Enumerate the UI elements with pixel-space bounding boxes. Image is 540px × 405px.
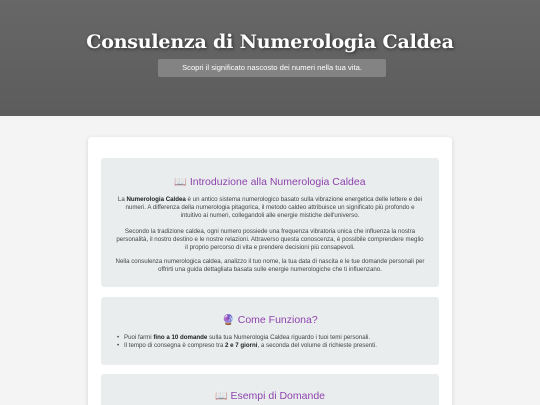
intro-title-text: Introduzione alla Numerologia Caldea	[189, 176, 366, 188]
page-header	[0, 0, 540, 116]
intro-p1-bold: Numerologia Caldea	[126, 196, 186, 203]
page-subtitle: Scopri il significato nascosto dei numeri nella tua vita.	[158, 59, 386, 77]
book-icon: 📖	[215, 391, 228, 402]
bullet-1-rest: sulla tua Numerologia Caldea riguardo i tuoi temi personali.	[207, 334, 371, 341]
how-it-works-title	[101, 314, 439, 326]
list-item	[117, 342, 435, 350]
bullet-2-rest: , a seconda del volume di richieste presenti.	[257, 342, 377, 350]
list-item	[117, 334, 435, 342]
how-it-works-list	[117, 334, 435, 350]
intro-section-title	[101, 176, 439, 188]
page-title: Consulenza di Numerologia Caldea	[86, 31, 454, 53]
intro-paragraph-2: Secondo la tradizione caldea, ogni numero possiede una frequenza vibratoria unica che influenza la nostra personalità, il nostro destino e le nostre relazioni. Attraverso questa conoscenza, è possibile comprendere meglio il proprio percorso di vita e prendere decisioni più consapevoli.	[116, 228, 424, 251]
examples-title	[101, 390, 439, 402]
intro-p1-rest: è un antico sistema numerologico basato sulla vibrazione energetica delle lettere e dei numeri. A differenza della numerologia pitagorica, il metodo caldeo attribuisce un significato più profondo e intuitivo ai numeri, collegandoli alle energie mistiche dell'universo.	[125, 196, 423, 219]
examples-title-text: Esempi di Domande	[230, 390, 325, 402]
how-it-works-title-text: Come Funziona?	[237, 314, 318, 326]
bullet-2-bold: 2 e 7 giorni	[225, 342, 258, 350]
bullet-2-pre: Il tempo di consegna è compreso tra	[124, 342, 226, 350]
bullet-1-pre: Puoi farmi	[124, 334, 154, 341]
intro-paragraph-1	[115, 196, 425, 220]
intro-section	[101, 158, 439, 287]
intro-paragraph-3: Nella consulenza numerologica caldea, analizzo il tuo nome, la tua data di nascita e le tue domande personali per offrirti una guida dettagliata basata sulle energie numerologiche che ti influenzano.	[115, 258, 425, 273]
bullet-1-bold: fino a 10 domande	[153, 334, 208, 341]
intro-p1-pre: La	[117, 196, 127, 203]
crystal-ball-icon: 🔮	[222, 315, 235, 326]
examples-section	[101, 374, 439, 405]
book-icon: 📖	[174, 177, 187, 188]
how-it-works-section	[101, 297, 439, 365]
